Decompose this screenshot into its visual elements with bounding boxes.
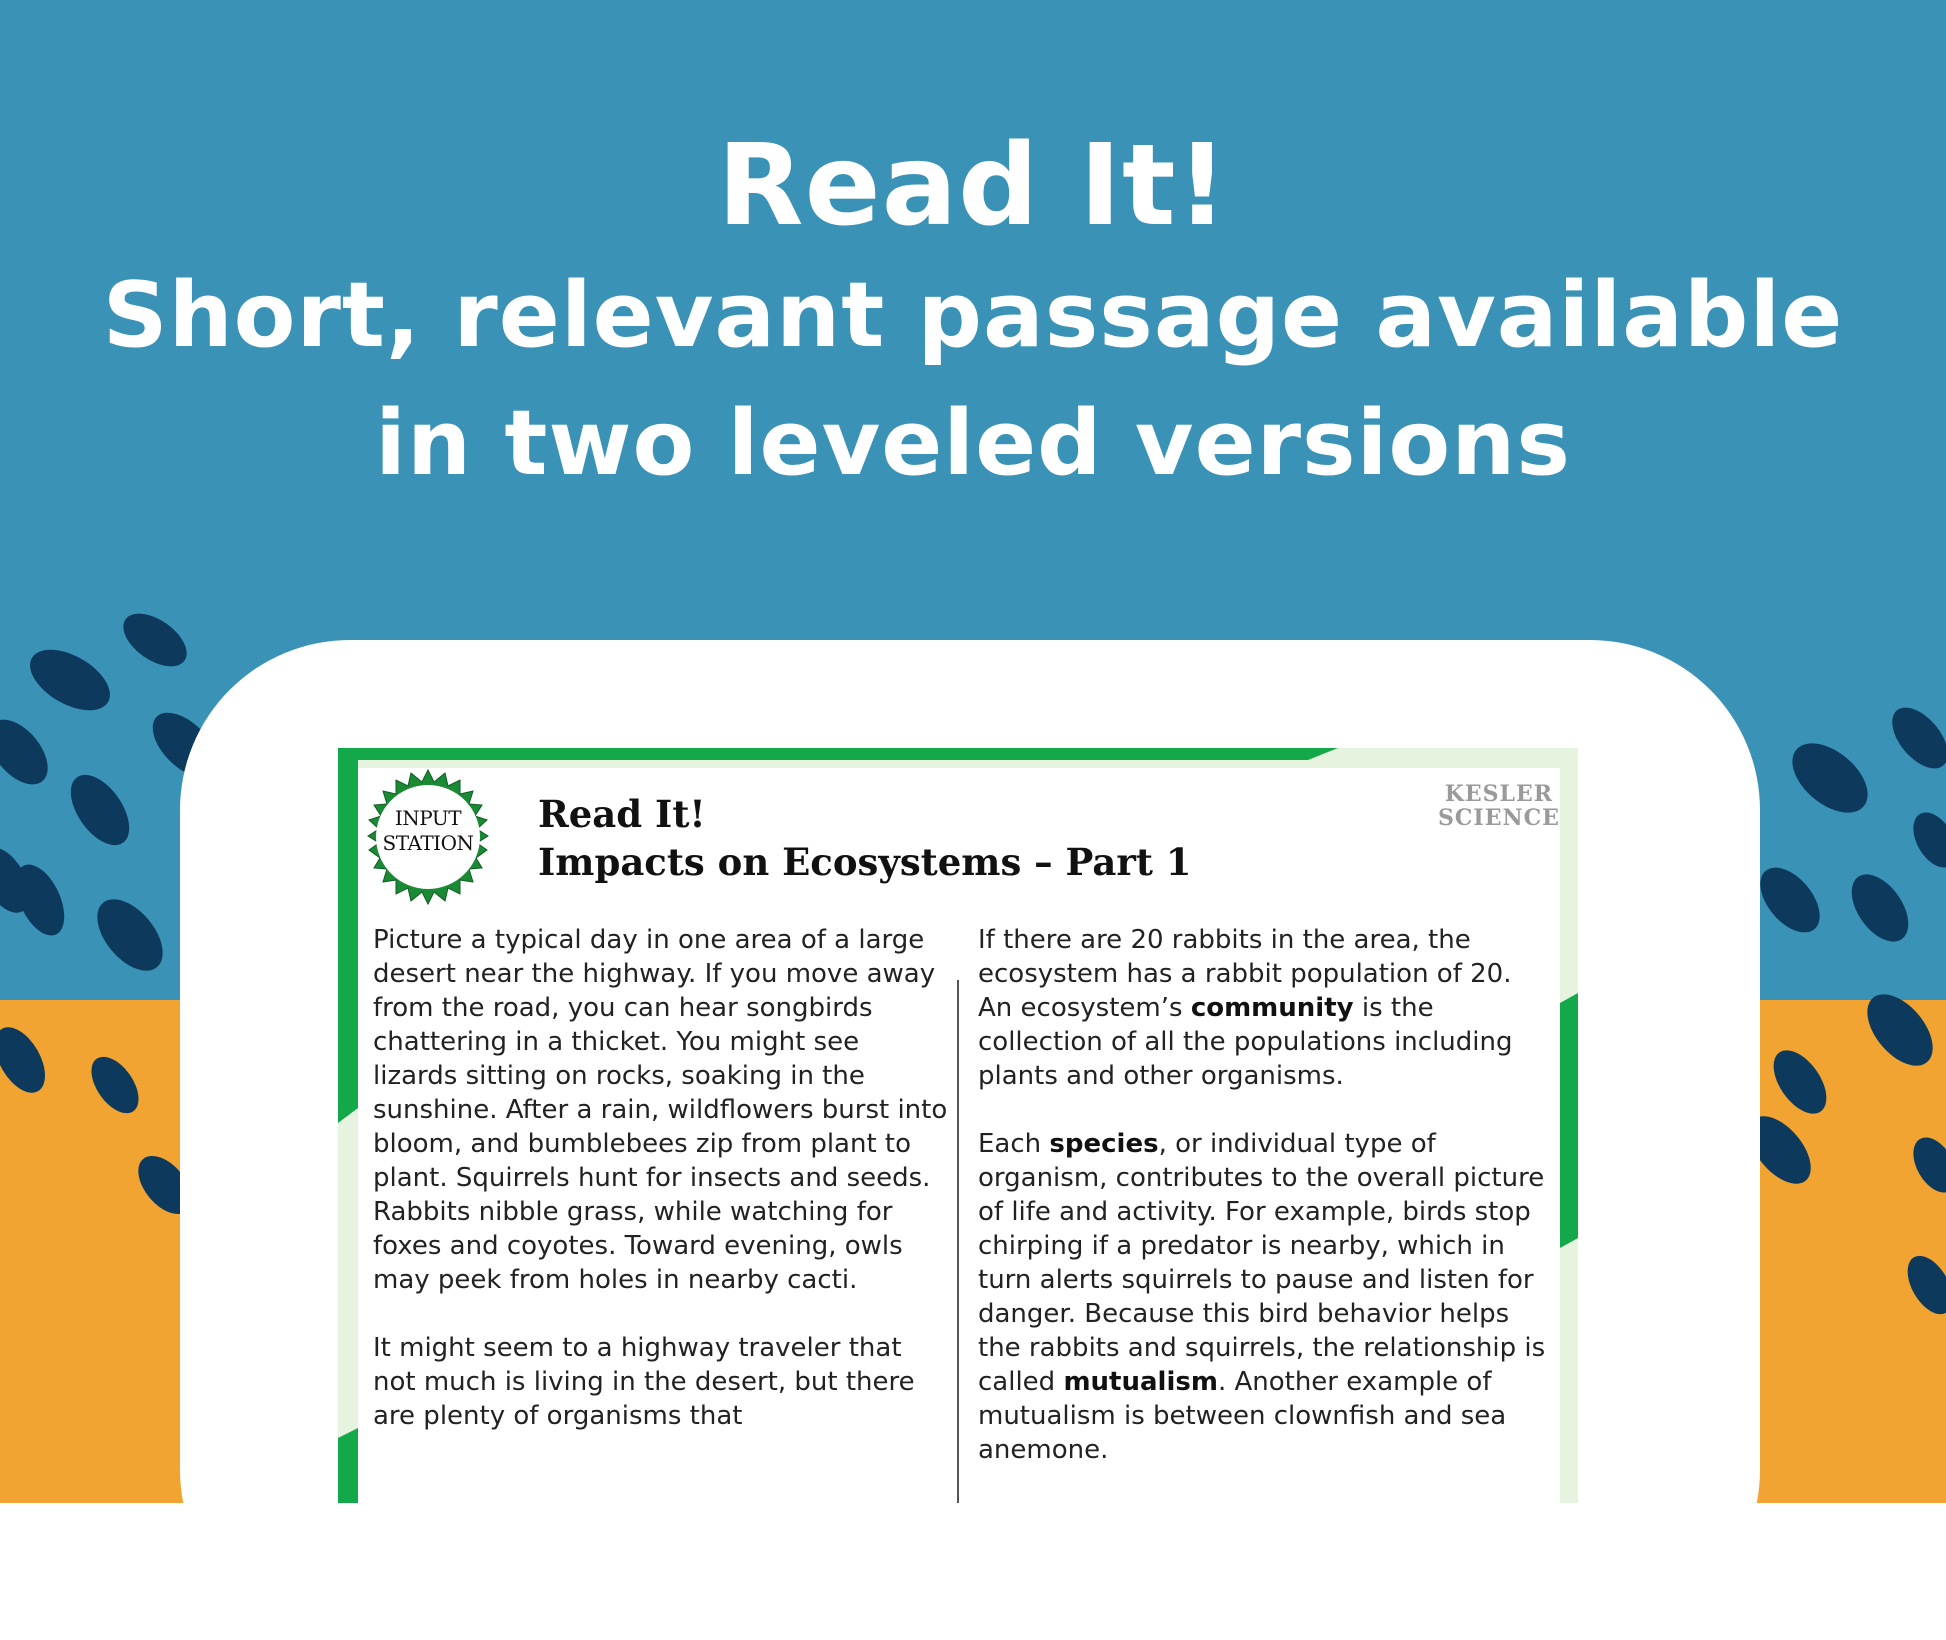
- kesler-science-logo: [1438, 782, 1560, 830]
- right-paragraph-1: [978, 923, 1548, 1093]
- headline-line-2: Short, relevant passage available: [102, 263, 1844, 368]
- term-community: community: [1190, 993, 1354, 1023]
- badge-label: [360, 806, 496, 856]
- headline-line-1: Read It!: [717, 121, 1229, 251]
- right-p1-text-b: is the collection of all the populations including plants and other organisms.: [978, 993, 1513, 1091]
- worksheet-title: [538, 790, 1192, 886]
- worksheet-title-line-2: Impacts on Ecosystems – Part 1: [538, 840, 1192, 884]
- worksheet-preview: [338, 748, 1578, 1503]
- term-mutualism: mutualism: [1063, 1367, 1218, 1397]
- right-p2-text-b: , or individual type of organism, contributes to the overall picture of life and activity. For example, birds stop chirping if a predator is nearby, which in turn alerts squirrels to pause and listen for danger. Because this bird behavior helps the rabbits and squirrels, the relationship is called: [978, 1129, 1546, 1397]
- left-paragraph-1: Picture a typical day in one area of a large desert near the highway. If you move away from the road, you can hear songbirds chattering in a thicket. You might see lizards sitting on rocks, soaking in the sunshine. After a rain, wildflowers burst into bloom, and bumblebees zip from plant to plant. Squirrels hunt for insects and seeds. Rabbits nibble grass, while watching for foxes and coyotes. Toward evening, owls may peek from holes in nearby cacti.: [373, 925, 948, 1295]
- left-paragraph-2: It might seem to a highway traveler that not much is living in the desert, but there are plenty of organisms that: [373, 1333, 915, 1431]
- badge-line-2: STATION: [382, 831, 474, 855]
- badge-line-1: INPUT: [394, 806, 462, 830]
- right-p1-text-a: If there are 20 rabbits in the area, the ecosystem has a rabbit population of 20. An ecosystem’s: [978, 925, 1512, 1023]
- logo-line-1: KESLER: [1444, 781, 1554, 807]
- right-column: [978, 923, 1548, 1501]
- right-paragraph-2: [978, 1127, 1548, 1467]
- logo-line-2: SCIENCE: [1438, 805, 1560, 831]
- right-p2-text-c: . Another example of mutualism is between clownfish and sea anemone.: [978, 1367, 1507, 1465]
- left-column: [373, 923, 948, 1467]
- right-p2-text-a: Each: [978, 1129, 1050, 1159]
- worksheet-title-line-1: Read It!: [538, 792, 706, 836]
- headline-line-3: in two leveled versions: [375, 391, 1571, 496]
- column-divider: [957, 980, 959, 1503]
- term-species: species: [1049, 1129, 1159, 1159]
